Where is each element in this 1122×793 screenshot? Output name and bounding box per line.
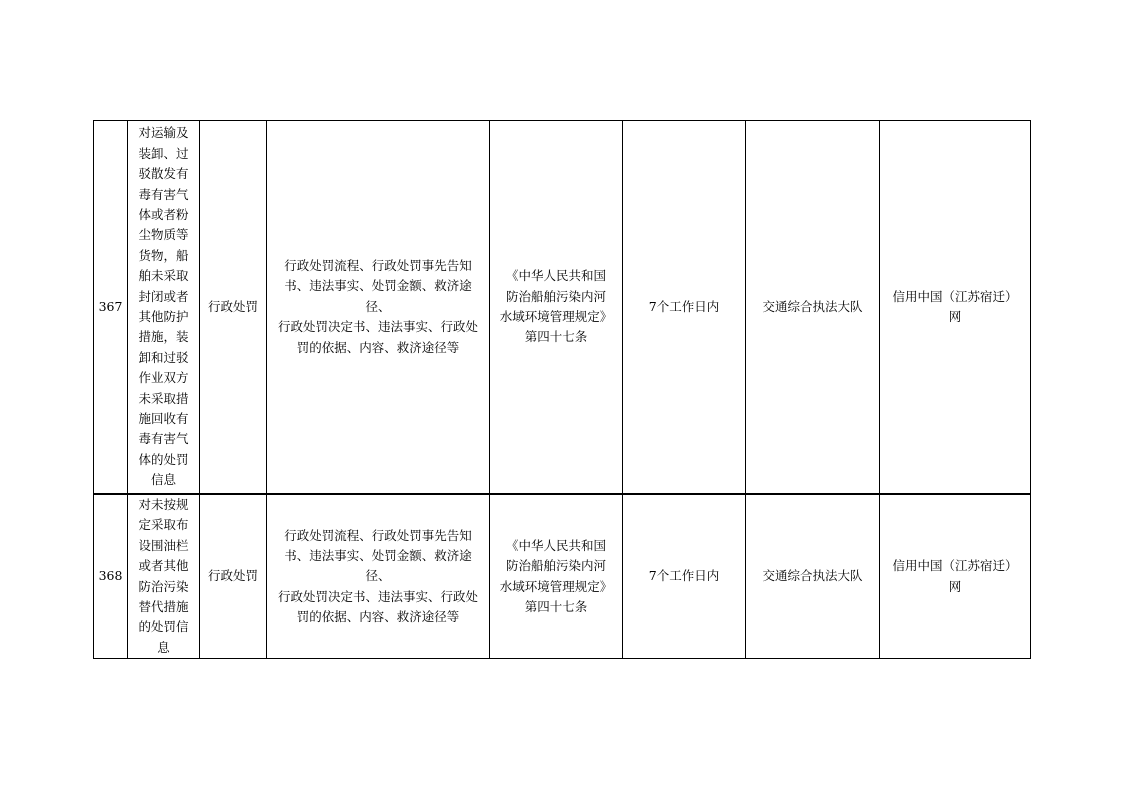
legal-basis-cell: 《中华人民共和国 防治船舶污染内河 水域环境管理规定》 第四十七条 [490,121,623,495]
item-name-cell: 对运输及 装卸、过 驳散发有 毒有害气 体或者粉 尘物质等 货物，船 舶未采取 封闭或者 其他防护 措施，装 卸和过驳 作业双方 未采取措 施回收有 毒有害气 体的处罚 信息 [128,121,200,495]
channel-cell: 信用中国（江苏宿迁） 网 [880,121,1031,495]
disclosure-table [93,120,1031,659]
category-cell: 行政处罚 [200,494,267,659]
legal-basis-cell: 《中华人民共和国 防治船舶污染内河 水域环境管理规定》 第四十七条 [490,494,623,659]
content-cell: 行政处罚流程、行政处罚事先告知 书、违法事实、处罚金额、救济途径、 行政处罚决定书、违法事实、行政处 罚的依据、内容、救济途径等 [267,121,490,495]
deadline-cell: 7个工作日内 [623,121,746,495]
channel-cell: 信用中国（江苏宿迁） 网 [880,494,1031,659]
row-number: 367 [94,121,128,495]
row-number: 368 [94,494,128,659]
table-row [94,121,1031,495]
deadline-cell: 7个工作日内 [623,494,746,659]
table-row [94,494,1031,659]
department-cell: 交通综合执法大队 [746,494,880,659]
category-cell: 行政处罚 [200,121,267,495]
department-cell: 交通综合执法大队 [746,121,880,495]
item-name-cell: 对未按规 定采取布 设围油栏 或者其他 防治污染 替代措施 的处罚信 息 [128,494,200,659]
content-cell: 行政处罚流程、行政处罚事先告知 书、违法事实、处罚金额、救济途径、 行政处罚决定书、违法事实、行政处 罚的依据、内容、救济途径等 [267,494,490,659]
